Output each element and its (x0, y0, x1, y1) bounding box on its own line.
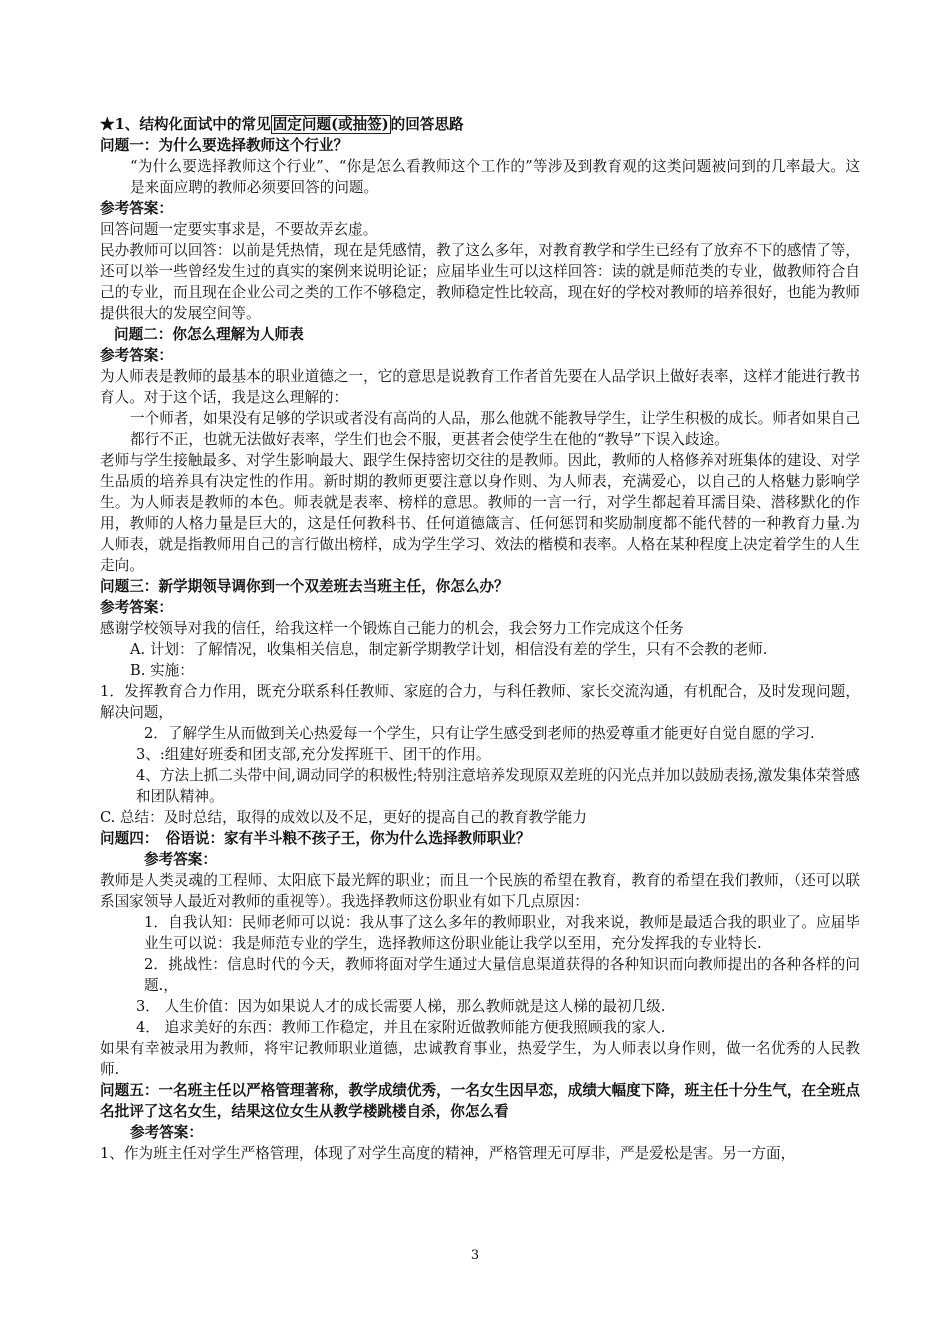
answer-3-plan: A. 计划：了解情况，收集相关信息，制定新学期教学计划，相信没有差的学生，只有不会教的老师. (130, 641, 768, 658)
title-prefix: ★1、结构化面试中的常见 (100, 116, 271, 133)
question-3: 问题三：新学期领导调你到一个双差班去当班主任，你怎么办？ (100, 578, 509, 595)
answer-2-paragraph: 一个师者，如果没有足够的学识或者没有高尚的人品，那么他就不能教导学生，让学生积极的成长。师者如果自己都行不正，也就无法做好表率，学生们也会不服，更甚者会使学生在他的“教导”下误入歧途。 (130, 410, 860, 448)
answer-5-paragraph: 1、作为班主任对学生严格管理，体现了对学生高度的精神，严格管理无可厚非，严是爱松是害。另一方面， (100, 1145, 796, 1162)
answer-4-paragraph: 教师是人类灵魂的工程师、太阳底下最光辉的职业；而且一个民族的希望在教育，教育的希望在我们教师，（还可以联系国家领导人最近对教师的重视等）。我选择教师这份职业有如下几点原因： (100, 872, 860, 910)
question-2: 问题二：你怎么理解为人师表 (114, 326, 304, 343)
answer-4-paragraph: 如果有幸被录用为教师，将牢记教师职业道德，忠诚教育事业，热爱学生，为人师表以身作则，做一名优秀的人民教师. (100, 1040, 860, 1078)
question-1-intro: “为什么要选择教师这个行业”、“你是怎么看教师这个工作的”等涉及到教育观的这类问题被问到的几率最大。这是来面应聘的教师必须要回答的问题。 (130, 158, 860, 196)
answer-1-paragraph: 回答问题一定要实事求是，不要故弄玄虚。 (100, 221, 378, 238)
answer-1-paragraph: 民办教师可以回答：以前是凭热情，现在是凭感情，教了这么多年，对教育教学和学生已经有了放弃不下的感情了等，还可以举一些曾经发生过的真实的案例来说明论证；应届毕业生可以这样回答：读的就是师范类的专业，做教师符合自己的专业，而且现在企业公司之类的工作不够稳定，教师稳定性比较高，现在好的学校对教师的培养很好，也能为教师提供很大的发展空间等。 (100, 242, 860, 322)
answer-3-paragraph: 感谢学校领导对我的信任，给我这样一个锻炼自己能力的机会，我会努力工作完成这个任务 (100, 620, 684, 637)
answer-3-summary: C. 总结：及时总结，取得的成效以及不足，更好的提高自己的教育教学能力 (100, 809, 587, 826)
title-boxed-text: 固定问题(或抽签) (272, 116, 389, 133)
answer-label-3: 参考答案： (100, 599, 173, 616)
answer-2-paragraph: 为人师表是教师的最基本的职业道德之一，它的意思是说教育工作者首先要在人品学识上做好表率，这样才能进行教书育人。对于这个话，我是这么理解的： (100, 368, 860, 406)
page-number: 3 (470, 1248, 480, 1263)
question-1: 问题一：为什么要选择教师这个行业？ (100, 137, 349, 154)
question-5: 问题五：一名班主任以严格管理著称，教学成绩优秀，一名女生因早恋，成绩大幅度下降，班主任十分生气，在全班点名批评了这名女生，结果这位女生从教学楼跳楼自杀，你怎么看 (100, 1082, 860, 1120)
answer-3-item: 2．了解学生从而做到关心热爱每一个学生，只有让学生感受到老师的热爱尊重才能更好自觉自愿的学习. (144, 725, 815, 742)
answer-label-5: 参考答案： (130, 1124, 203, 1141)
section-title (100, 114, 860, 135)
answer-3-implement: B. 实施： (130, 662, 194, 679)
answer-2-paragraph: 老师与学生接触最多、对学生影响最大、跟学生保持密切交往的是教师。因此，教师的人格修养对班集体的建设、对学生品质的培养具有决定性的作用。新时期的教师更要注意以身作则、为人师表，充满爱心，以自己的人格魅力影响学生。为人师表是教师的本色。师表就是表率、榜样的意思。教师的一言一行，对学生都起着耳濡目染、潜移默化的作用，教师的人格力量是巨大的，这是任何教科书、任何道德箴言、任何惩罚和奖励制度都不能代替的一种教育力量.为人师表，就是指教师用自己的言行做出榜样，成为学生学习、效法的楷模和表率。人格在某种程度上决定着学生的人生走向。 (100, 452, 860, 574)
answer-label-1: 参考答案： (100, 200, 173, 217)
document-body (100, 114, 860, 1164)
answer-3-item: 4、方法上抓二头带中间,调动同学的积极性;特别注意培养发现原双差班的闪光点并加以鼓励表扬,激发集体荣誉感和团队精神。 (136, 767, 860, 805)
answer-3-item: 3、:组建好班委和团支部,充分发挥班干、团干的作用。 (136, 746, 491, 763)
answer-4-item: 2．挑战性：信息时代的今天，教师将面对学生通过大量信息渠道获得的各种知识而向教师提出的各种各样的问题.， (144, 956, 860, 994)
answer-label-4: 参考答案： (144, 851, 217, 868)
answer-4-item: 3． 人生价值：因为如果说人才的成长需要人梯，那么教师就是这人梯的最初几级. (136, 998, 666, 1015)
question-4: 问题四： 俗语说：家有半斗粮不孩子王，你为什么选择教师职业？ (100, 830, 531, 847)
title-suffix: 的回答思路 (390, 116, 464, 133)
answer-4-item: 1．自我认知：民师老师可以说：我从事了这么多年的教师职业，对我来说，教师是最适合我的职业了。应届毕业生可以说：我是师范专业的学生，选择教师这份职业能让我学以至用，充分发挥我的专业特长. (144, 914, 860, 952)
answer-3-item: 1．发挥教育合力作用，既充分联系科任教师、家庭的合力，与科任教师、家长交流沟通，有机配合，及时发现问题，解决问题， (100, 683, 860, 721)
answer-label-2: 参考答案： (100, 347, 173, 364)
answer-4-item: 4． 追求美好的东西：教师工作稳定，并且在家附近做教师能方便我照顾我的家人. (136, 1019, 666, 1036)
